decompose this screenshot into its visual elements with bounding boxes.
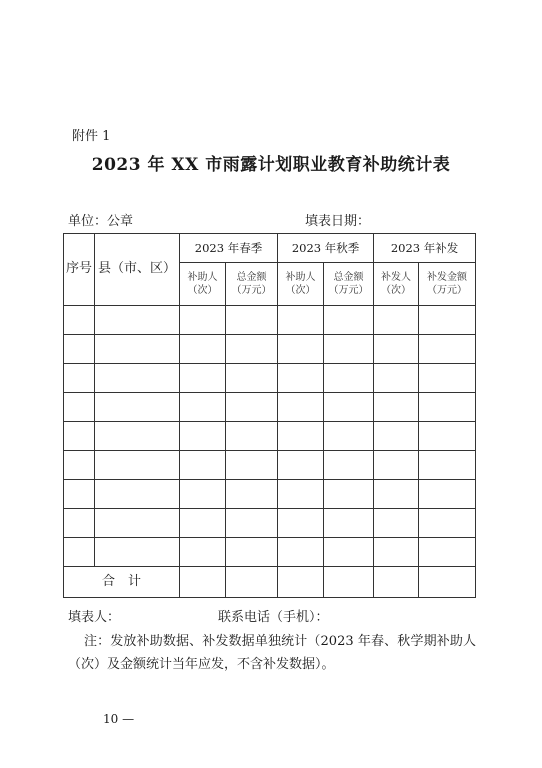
value-cell[interactable] xyxy=(419,335,476,364)
total-value-cell[interactable] xyxy=(180,567,226,598)
fill-date-label: 填表日期： xyxy=(305,214,371,229)
subheader-line: （万元） xyxy=(231,285,272,296)
value-cell[interactable] xyxy=(374,335,419,364)
value-cell[interactable] xyxy=(180,451,226,480)
value-cell[interactable] xyxy=(226,538,278,567)
value-cell[interactable] xyxy=(180,538,226,567)
value-cell[interactable] xyxy=(278,480,324,509)
value-cell[interactable] xyxy=(180,306,226,335)
value-cell[interactable] xyxy=(324,364,374,393)
total-value-cell[interactable] xyxy=(374,567,419,598)
value-cell[interactable] xyxy=(324,335,374,364)
county-cell[interactable] xyxy=(95,364,180,393)
statistics-table xyxy=(63,233,476,598)
table-row xyxy=(64,364,476,393)
value-cell[interactable] xyxy=(419,480,476,509)
value-cell[interactable] xyxy=(419,451,476,480)
header-reissue: 2023 年补发 xyxy=(374,234,476,263)
value-cell[interactable] xyxy=(226,364,278,393)
seq-cell[interactable] xyxy=(64,480,95,509)
header-county: 县（市、区） xyxy=(95,234,180,306)
value-cell[interactable] xyxy=(278,422,324,451)
value-cell[interactable] xyxy=(180,480,226,509)
seq-cell[interactable] xyxy=(64,509,95,538)
value-cell[interactable] xyxy=(324,393,374,422)
value-cell[interactable] xyxy=(278,306,324,335)
value-cell[interactable] xyxy=(324,480,374,509)
county-cell[interactable] xyxy=(95,335,180,364)
county-cell[interactable] xyxy=(95,422,180,451)
value-cell[interactable] xyxy=(226,509,278,538)
subheader-cell xyxy=(180,263,226,306)
value-cell[interactable] xyxy=(324,422,374,451)
table-row xyxy=(64,393,476,422)
value-cell[interactable] xyxy=(180,364,226,393)
value-cell[interactable] xyxy=(278,335,324,364)
table-row xyxy=(64,509,476,538)
subheader-line: 补发金额 xyxy=(427,272,468,283)
annex-label: 附件 1 xyxy=(72,129,111,144)
value-cell[interactable] xyxy=(374,364,419,393)
value-cell[interactable] xyxy=(226,480,278,509)
value-cell[interactable] xyxy=(278,364,324,393)
seq-cell[interactable] xyxy=(64,364,95,393)
value-cell[interactable] xyxy=(374,422,419,451)
subheader-line: 总金额 xyxy=(333,272,364,283)
value-cell[interactable] xyxy=(374,451,419,480)
subheader-line: （次） xyxy=(381,285,412,296)
contact-phone-label: 联系电话（手机）： xyxy=(218,610,329,625)
subheader-line: 补助人 xyxy=(285,272,316,283)
value-cell[interactable] xyxy=(419,509,476,538)
seq-cell[interactable] xyxy=(64,451,95,480)
value-cell[interactable] xyxy=(419,306,476,335)
table-row xyxy=(64,480,476,509)
footnote: 注：发放补助数据、补发数据单独统计（2023 年春、秋学期补助人（次）及金额统计当年应发，不含补发数据）。 xyxy=(68,634,476,672)
value-cell[interactable] xyxy=(324,451,374,480)
subheader-line: 总金额 xyxy=(236,272,267,283)
county-cell[interactable] xyxy=(95,306,180,335)
seq-cell[interactable] xyxy=(64,538,95,567)
subheader-cell xyxy=(324,263,374,306)
total-value-cell[interactable] xyxy=(226,567,278,598)
total-value-cell[interactable] xyxy=(278,567,324,598)
value-cell[interactable] xyxy=(278,538,324,567)
seq-cell[interactable] xyxy=(64,393,95,422)
header-autumn: 2023 年秋季 xyxy=(278,234,374,263)
filler-label: 填表人： xyxy=(68,610,121,625)
value-cell[interactable] xyxy=(226,393,278,422)
value-cell[interactable] xyxy=(324,509,374,538)
table-row xyxy=(64,335,476,364)
page-number: 10 — xyxy=(103,712,135,726)
seq-cell[interactable] xyxy=(64,306,95,335)
table-row xyxy=(64,538,476,567)
seq-cell[interactable] xyxy=(64,335,95,364)
county-cell[interactable] xyxy=(95,451,180,480)
subheader-cell xyxy=(419,263,476,306)
value-cell[interactable] xyxy=(419,364,476,393)
subheader-line: （次） xyxy=(187,285,218,296)
total-value-cell[interactable] xyxy=(419,567,476,598)
county-cell[interactable] xyxy=(95,393,180,422)
header-spring: 2023 年春季 xyxy=(180,234,278,263)
table-row xyxy=(64,422,476,451)
value-cell[interactable] xyxy=(374,480,419,509)
seq-cell[interactable] xyxy=(64,422,95,451)
subheader-cell xyxy=(374,263,419,306)
value-cell[interactable] xyxy=(278,451,324,480)
value-cell[interactable] xyxy=(419,422,476,451)
value-cell[interactable] xyxy=(278,393,324,422)
value-cell[interactable] xyxy=(180,422,226,451)
value-cell[interactable] xyxy=(419,393,476,422)
value-cell[interactable] xyxy=(180,393,226,422)
table-row xyxy=(64,306,476,335)
value-cell[interactable] xyxy=(180,335,226,364)
subheader-cell xyxy=(226,263,278,306)
value-cell[interactable] xyxy=(226,451,278,480)
total-value-cell[interactable] xyxy=(324,567,374,598)
value-cell[interactable] xyxy=(324,306,374,335)
subheader-line: 补发人 xyxy=(381,272,412,283)
total-row xyxy=(64,567,476,598)
total-label: 合 计 xyxy=(64,567,180,598)
county-cell[interactable] xyxy=(95,538,180,567)
unit-label: 单位：公章 xyxy=(68,214,134,229)
header-seq-text: 序号 xyxy=(65,261,92,277)
value-cell[interactable] xyxy=(324,538,374,567)
subheader-cell xyxy=(278,263,324,306)
table-row xyxy=(64,451,476,480)
value-cell[interactable] xyxy=(374,306,419,335)
subheader-line: （万元） xyxy=(427,285,468,296)
value-cell[interactable] xyxy=(374,509,419,538)
header-seq xyxy=(64,234,95,306)
subheader-line: （次） xyxy=(285,285,316,296)
subheader-line: 补助人 xyxy=(187,272,218,283)
value-cell[interactable] xyxy=(374,538,419,567)
value-cell[interactable] xyxy=(374,393,419,422)
value-cell[interactable] xyxy=(226,335,278,364)
subheader-line: （万元） xyxy=(328,285,369,296)
value-cell[interactable] xyxy=(226,306,278,335)
value-cell[interactable] xyxy=(180,509,226,538)
value-cell[interactable] xyxy=(419,538,476,567)
county-cell[interactable] xyxy=(95,480,180,509)
county-cell[interactable] xyxy=(95,509,180,538)
value-cell[interactable] xyxy=(278,509,324,538)
value-cell[interactable] xyxy=(226,422,278,451)
document-title: 2023 年 XX 市雨露计划职业教育补助统计表 xyxy=(91,155,451,175)
